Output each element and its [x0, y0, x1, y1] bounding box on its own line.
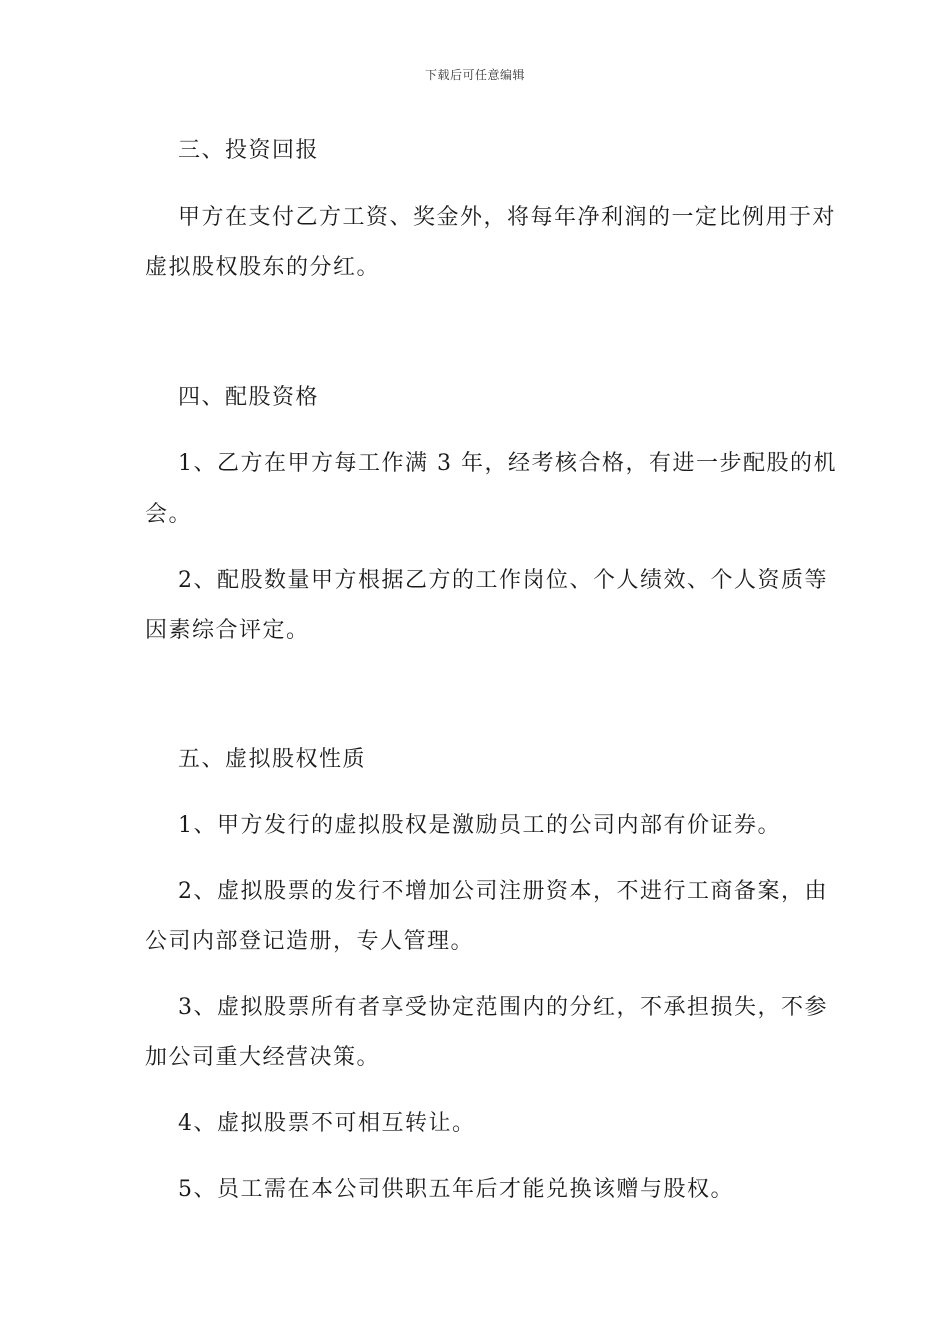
paragraph-line: 虚拟股权股东的分红。 — [145, 255, 381, 280]
page-header-note: 下载后可任意编辑 — [424, 68, 525, 82]
paragraph-line: 公司内部登记造册，专人管理。 — [145, 929, 475, 954]
paragraph-line: 2、虚拟股票的发行不增加公司注册资本，不进行工商备案，由 — [178, 879, 828, 904]
section-heading-share-eligibility: 四、配股资格 — [178, 385, 320, 410]
paragraph-line: 甲方在支付乙方工资、奖金外，将每年净利润的一定比例用于对 — [178, 205, 837, 230]
section-heading-investment-return: 三、投资回报 — [178, 138, 320, 163]
section-heading-virtual-equity-nature: 五、虚拟股权性质 — [178, 747, 367, 772]
paragraph-line: 因素综合评定。 — [145, 618, 310, 643]
paragraph-line: 1、乙方在甲方每工作满 3 年，经考核合格，有进一步配股的机 — [178, 451, 837, 476]
paragraph-line: 会。 — [145, 502, 193, 527]
paragraph-line: 2、配股数量甲方根据乙方的工作岗位、个人绩效、个人资质等 — [178, 568, 828, 593]
paragraph-line: 4、虚拟股票不可相互转让。 — [178, 1111, 476, 1136]
paragraph-line: 1、甲方发行的虚拟股权是激励员工的公司内部有价证券。 — [178, 813, 781, 838]
paragraph-line: 3、虚拟股票所有者享受协定范围内的分红，不承担损失，不参 — [178, 995, 828, 1020]
paragraph-line: 加公司重大经营决策。 — [145, 1045, 381, 1070]
paragraph-line: 5、员工需在本公司供职五年后才能兑换该赠与股权。 — [178, 1177, 734, 1202]
